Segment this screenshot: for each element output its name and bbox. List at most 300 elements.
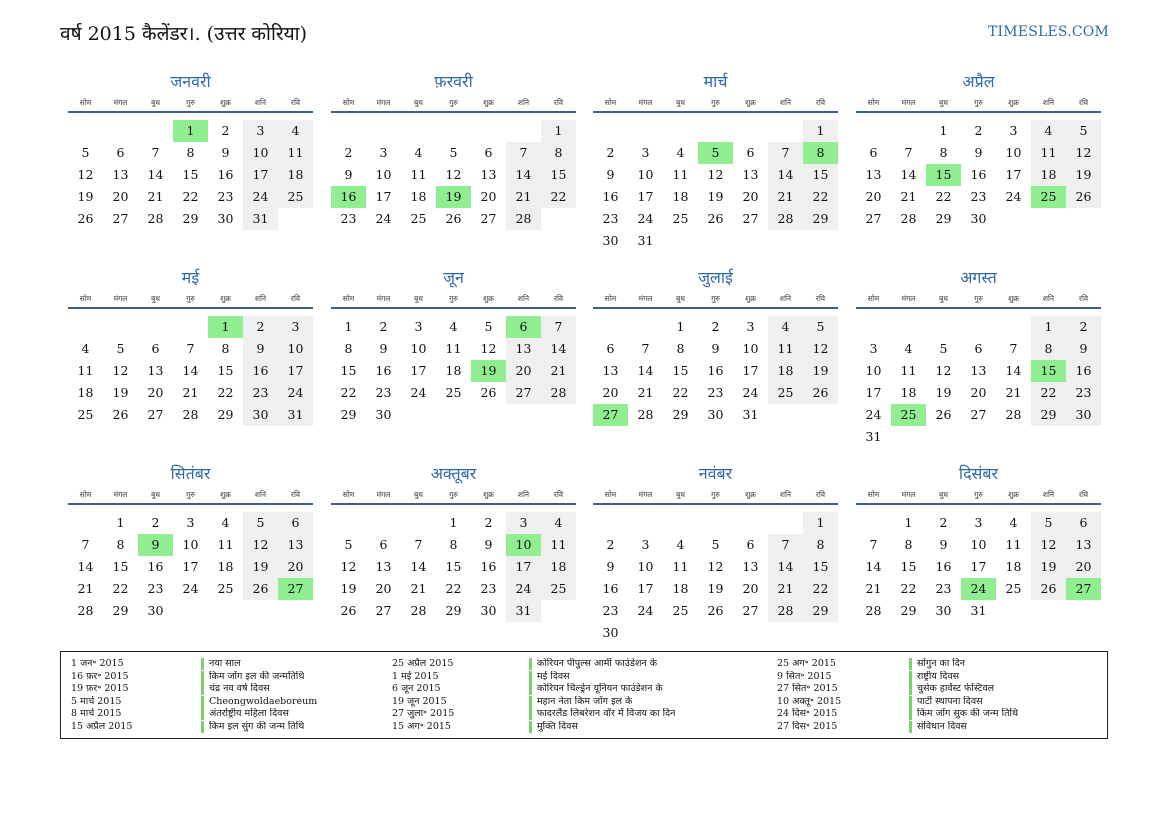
page-title: वर्ष 2015 कैलेंडर।. (उत्तर कोरिया) [60,23,307,45]
weekday-label: मंगल [113,98,128,107]
weekday-label: बुध [939,490,948,499]
holiday-date: 1 जन॰ 2015 [71,658,124,669]
day-cell: 30 [375,407,392,422]
day-cell: 9 [606,559,615,574]
weekday-label: मंगल [376,490,391,499]
day-cell: 23 [340,211,357,226]
day-cell: 4 [449,319,458,334]
day-cell: 30 [480,603,497,618]
day-cell: 14 [77,559,94,574]
day-cell: 30 [935,603,952,618]
day-cell: 12 [707,559,724,574]
day-cell: 30 [217,211,234,226]
weekday-label: मंगल [376,294,391,303]
day-cell: 27 [375,603,392,618]
holiday-day-cell: 16 [331,186,366,208]
day-cell: 22 [182,189,199,204]
day-cell: 14 [182,363,199,378]
day-cell: 28 [865,603,882,618]
day-cell: 24 [1005,189,1022,204]
day-cell: 26 [445,211,462,226]
day-cell: 13 [865,167,882,182]
weekday-label: गुरु [449,98,458,107]
day-cell: 15 [217,363,234,378]
weekday-label: शुक्र [483,294,494,303]
day-cell: 25 [550,581,567,596]
weekday-header [331,98,576,110]
day-cell: 26 [112,407,129,422]
day-cell: 25 [77,407,94,422]
day-cell: 30 [602,233,619,248]
header-divider [68,503,313,505]
weekday-label: मंगल [901,294,916,303]
month-name: मार्च [703,72,728,91]
day-cell: 20 [287,559,304,574]
day-cell: 20 [742,581,759,596]
weekday-label: बुध [939,294,948,303]
weekday-label: सोम [604,490,617,499]
holiday-date: 25 अप्रैल 2015 [392,658,454,669]
weekday-label: सोम [79,294,92,303]
day-cell: 1 [1044,319,1053,334]
day-cell: 4 [291,123,300,138]
holiday-name: मुक्ति दिवस [537,720,578,732]
header-divider [856,111,1101,113]
day-cell: 6 [116,145,125,160]
day-cell: 14 [777,167,794,182]
day-cell: 1 [904,515,913,530]
day-cell: 13 [515,341,532,356]
holiday-day-cell: 8 [803,142,838,164]
day-cell: 3 [641,145,650,160]
day-cell: 20 [480,189,497,204]
holiday-name: संविधान दिवस [917,720,967,732]
day-cell: 24 [182,581,199,596]
holiday-day-cell: 25 [891,404,926,426]
weekday-label: गुरु [449,490,458,499]
weekday-label: रवि [290,98,301,107]
day-cell: 28 [1005,407,1022,422]
day-cell: 7 [904,145,913,160]
day-cell: 30 [1075,407,1092,422]
day-cell: 21 [777,581,794,596]
day-cell: 29 [112,603,129,618]
day-cell: 20 [742,189,759,204]
day-cell: 16 [602,581,619,596]
day-cell: 2 [1079,319,1088,334]
day-cell: 30 [707,407,724,422]
day-cell: 23 [602,603,619,618]
weekday-label: शनि [1042,294,1055,303]
day-cell: 12 [480,341,497,356]
day-cell: 12 [112,363,129,378]
day-cell: 9 [379,341,388,356]
day-cell: 20 [1075,559,1092,574]
site-link[interactable]: TIMESLES.COM [988,24,1109,40]
weekday-label: सोम [867,98,880,107]
holiday-marker [909,658,912,670]
day-cell: 2 [344,145,353,160]
day-cell: 26 [480,385,497,400]
day-cell: 11 [1040,145,1057,160]
day-cell: 2 [151,515,160,530]
weekday-header [593,98,838,110]
day-cell: 4 [221,515,230,530]
day-cell: 2 [606,537,615,552]
day-cell: 5 [344,537,353,552]
day-cell: 17 [637,581,654,596]
weekday-label: बुध [151,98,160,107]
day-cell: 24 [410,385,427,400]
holiday-name: किम जोंग इल की जन्मतिथि [209,670,305,682]
day-cell: 9 [939,537,948,552]
day-cell: 4 [1009,515,1018,530]
weekday-header [68,294,313,306]
weekday-header [68,490,313,502]
day-cell: 25 [672,603,689,618]
holiday-name: पार्टी स्थापना दिवस [917,695,983,707]
header-divider [593,111,838,113]
holiday-date: 15 अग॰ 2015 [392,720,451,732]
day-cell: 15 [812,167,829,182]
day-cell: 12 [1040,537,1057,552]
weekday-label: शनि [254,98,267,107]
day-cell: 26 [812,385,829,400]
day-cell: 10 [742,341,759,356]
day-cell: 27 [147,407,164,422]
weekday-label: गुरु [186,98,195,107]
day-cell: 30 [602,625,619,640]
day-cell: 2 [256,319,265,334]
day-cell: 27 [112,211,129,226]
day-cell: 14 [410,559,427,574]
holiday-day-cell: 1 [208,316,243,338]
weekday-label: गुरु [711,294,720,303]
weekday-label: शनि [254,294,267,303]
day-cell: 3 [974,515,983,530]
month-name: जनवरी [170,72,211,91]
day-cell: 22 [900,581,917,596]
day-cell: 23 [147,581,164,596]
holiday-name: चंद्र नव वर्ष दिवस [209,683,270,694]
day-cell: 15 [112,559,129,574]
day-cell: 4 [554,515,563,530]
weekday-label: सोम [342,490,355,499]
day-cell: 14 [777,559,794,574]
header-divider [331,111,576,113]
day-cell: 29 [812,211,829,226]
day-cell: 26 [935,407,952,422]
holiday-date: 19 फ़र॰ 2015 [71,683,129,694]
day-cell: 13 [970,363,987,378]
day-cell: 6 [606,341,615,356]
weekday-label: बुध [676,490,685,499]
day-cell: 29 [1040,407,1057,422]
day-cell: 19 [340,581,357,596]
day-cell: 6 [746,537,755,552]
holiday-day-cell: 9 [138,534,173,556]
day-cell: 31 [515,603,532,618]
header-divider [856,503,1101,505]
day-cell: 10 [970,537,987,552]
day-cell: 24 [742,385,759,400]
day-cell: 18 [410,189,427,204]
day-cell: 28 [900,211,917,226]
holiday-name: राष्ट्रीय दिवस [917,670,960,682]
weekday-header [856,294,1101,306]
weekday-label: मंगल [901,98,916,107]
day-cell: 8 [1044,341,1053,356]
holiday-date: 24 दिस॰ 2015 [777,708,838,719]
day-cell: 26 [77,211,94,226]
weekday-label: शुक्र [483,490,494,499]
day-cell: 2 [974,123,983,138]
day-cell: 25 [217,581,234,596]
day-cell: 29 [935,211,952,226]
holiday-name: कोरियन पीपुल्स आर्मी फाउंडेशन के [537,658,657,669]
holiday-marker [909,683,912,695]
weekday-label: मंगल [901,490,916,499]
day-cell: 14 [147,167,164,182]
day-cell: 28 [182,407,199,422]
day-cell: 21 [410,581,427,596]
holiday-date: 5 मार्च 2015 [71,695,122,707]
day-cell: 2 [484,515,493,530]
day-cell: 10 [865,363,882,378]
weekday-header [331,294,576,306]
holiday-marker [529,671,532,683]
weekday-label: शनि [254,490,267,499]
day-cell: 31 [742,407,759,422]
holiday-date: 9 सित॰ 2015 [777,670,832,682]
day-cell: 6 [151,341,160,356]
day-cell: 13 [147,363,164,378]
day-cell: 17 [287,363,304,378]
day-cell: 11 [672,167,689,182]
day-cell: 17 [375,189,392,204]
day-cell: 21 [147,189,164,204]
day-cell: 20 [147,385,164,400]
holiday-day-cell: 5 [698,142,733,164]
day-cell: 17 [865,385,882,400]
weekday-label: शुक्र [745,98,756,107]
day-cell: 15 [550,167,567,182]
holiday-day-cell: 19 [436,186,471,208]
holiday-marker [529,683,532,695]
weekday-label: सोम [79,490,92,499]
day-cell: 31 [637,233,654,248]
holiday-marker [201,708,204,720]
day-cell: 19 [707,581,724,596]
day-cell: 22 [112,581,129,596]
day-cell: 29 [445,603,462,618]
holiday-name: कोरियन चिल्ड्रेन यूनियन फाउंडेशन के [537,683,663,694]
weekday-label: रवि [290,490,301,499]
day-cell: 25 [1005,581,1022,596]
day-cell: 2 [939,515,948,530]
day-cell: 3 [1009,123,1018,138]
day-cell: 18 [217,559,234,574]
weekday-label: शनि [779,98,792,107]
day-cell: 7 [186,341,195,356]
holiday-marker [201,721,204,733]
day-cell: 18 [672,581,689,596]
holiday-name: किम जोंग सुक की जन्म तिथि [917,708,1019,719]
day-cell: 8 [344,341,353,356]
day-cell: 3 [519,515,528,530]
holiday-marker [909,708,912,720]
day-cell: 30 [147,603,164,618]
day-cell: 26 [1075,189,1092,204]
month-name: सितंबर [170,464,211,483]
day-cell: 19 [707,189,724,204]
day-cell: 1 [939,123,948,138]
weekday-label: सोम [867,294,880,303]
header-divider [593,307,838,309]
day-cell: 26 [252,581,269,596]
day-cell: 31 [287,407,304,422]
day-cell: 31 [865,429,882,444]
day-cell: 10 [637,167,654,182]
day-cell: 10 [410,341,427,356]
day-cell: 16 [252,363,269,378]
day-cell: 13 [375,559,392,574]
holiday-date: 6 जून 2015 [392,683,441,694]
day-cell: 18 [287,167,304,182]
day-cell: 14 [550,341,567,356]
day-cell: 18 [77,385,94,400]
day-cell: 25 [287,189,304,204]
month-name: दिसंबर [958,464,999,483]
weekday-label: बुध [151,294,160,303]
day-cell: 3 [641,537,650,552]
day-cell: 17 [410,363,427,378]
weekday-header [593,490,838,502]
day-cell: 11 [77,363,94,378]
day-cell: 21 [637,385,654,400]
day-cell: 29 [340,407,357,422]
weekday-label: रवि [553,98,564,107]
day-cell: 7 [81,537,90,552]
day-cell: 21 [550,363,567,378]
weekday-label: शुक्र [1008,98,1019,107]
day-cell: 28 [515,211,532,226]
month-name: अगस्त [960,268,997,287]
weekday-label: गुरु [974,294,983,303]
holiday-date: 27 जुला॰ 2015 [392,708,455,719]
day-cell: 20 [602,385,619,400]
day-cell: 5 [939,341,948,356]
day-cell: 27 [970,407,987,422]
weekday-label: रवि [1078,294,1089,303]
day-cell: 19 [112,385,129,400]
holiday-marker [909,696,912,708]
day-cell: 11 [672,559,689,574]
holiday-day-cell: 15 [926,164,961,186]
weekday-label: रवि [815,294,826,303]
holiday-date: 27 सित॰ 2015 [777,683,838,694]
day-cell: 25 [410,211,427,226]
day-cell: 23 [217,189,234,204]
day-cell: 4 [81,341,90,356]
day-cell: 16 [375,363,392,378]
holiday-date: 25 अग॰ 2015 [777,658,836,669]
weekday-label: गुरु [711,490,720,499]
day-cell: 13 [742,559,759,574]
weekday-label: शुक्र [745,294,756,303]
weekday-label: शुक्र [483,98,494,107]
day-cell: 11 [550,537,567,552]
header-divider [856,307,1101,309]
weekday-label: मंगल [113,490,128,499]
day-cell: 12 [707,167,724,182]
day-cell: 7 [1009,341,1018,356]
day-cell: 14 [865,559,882,574]
holiday-marker [909,671,912,683]
day-cell: 24 [637,603,654,618]
day-cell: 29 [672,407,689,422]
day-cell: 3 [186,515,195,530]
holiday-day-cell: 1 [173,120,208,142]
weekday-label: मंगल [638,98,653,107]
weekday-header [593,294,838,306]
day-cell: 24 [287,385,304,400]
day-cell: 9 [606,167,615,182]
day-cell: 20 [515,363,532,378]
header-divider [331,307,576,309]
day-cell: 29 [812,603,829,618]
weekday-label: शुक्र [220,294,231,303]
day-cell: 21 [865,581,882,596]
day-cell: 7 [554,319,563,334]
day-cell: 8 [186,145,195,160]
day-cell: 23 [602,211,619,226]
day-cell: 26 [707,603,724,618]
day-cell: 21 [515,189,532,204]
day-cell: 16 [147,559,164,574]
day-cell: 21 [900,189,917,204]
day-cell: 11 [217,537,234,552]
day-cell: 4 [676,537,685,552]
day-cell: 17 [515,559,532,574]
holiday-marker [529,708,532,720]
holiday-date: 15 अप्रैल 2015 [71,720,133,732]
day-cell: 10 [252,145,269,160]
day-cell: 23 [970,189,987,204]
holiday-list [60,651,1108,739]
day-cell: 25 [445,385,462,400]
weekday-label: बुध [414,98,423,107]
weekday-label: गुरु [186,490,195,499]
holiday-name: महान नेता किम जोंग इल के [537,695,633,707]
day-cell: 15 [672,363,689,378]
day-cell: 26 [1040,581,1057,596]
weekday-label: शनि [517,98,530,107]
day-cell: 5 [484,319,493,334]
holiday-date: 8 मार्च 2015 [71,708,122,719]
weekday-label: रवि [815,98,826,107]
header-divider [68,307,313,309]
day-cell: 25 [777,385,794,400]
weekday-label: शुक्र [220,490,231,499]
day-cell: 2 [221,123,230,138]
weekday-header [856,98,1101,110]
day-cell: 9 [711,341,720,356]
day-cell: 22 [1040,385,1057,400]
day-cell: 10 [182,537,199,552]
weekday-label: सोम [342,294,355,303]
day-cell: 15 [445,559,462,574]
